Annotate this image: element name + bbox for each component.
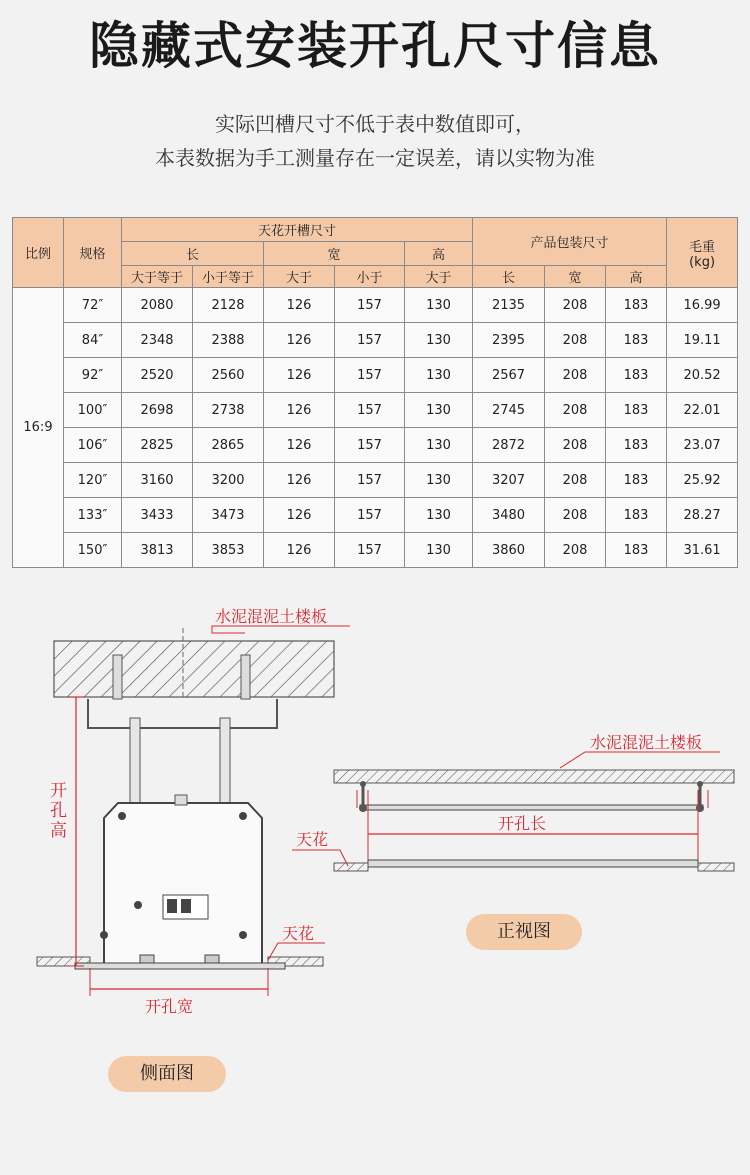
front-ceiling-right xyxy=(698,863,734,871)
cell-pkg-length: 3860 xyxy=(473,533,545,568)
cell-width-min: 126 xyxy=(264,393,335,428)
cell-width-max: 157 xyxy=(335,288,405,323)
installation-diagrams xyxy=(0,590,750,1175)
cell-height: 130 xyxy=(405,428,473,463)
cell-width-max: 157 xyxy=(335,498,405,533)
hole-width-label: 开孔宽 xyxy=(145,997,194,1016)
hole-length-label: 开孔长 xyxy=(498,814,547,833)
cell-pkg-height: 183 xyxy=(606,393,667,428)
cell-pkg-height: 183 xyxy=(606,323,667,358)
cell-pkg-height: 183 xyxy=(606,498,667,533)
cell-length-min: 2698 xyxy=(122,393,193,428)
header-gt-height: 大于 xyxy=(405,266,473,288)
header-weight xyxy=(667,218,738,288)
cell-model: 120″ xyxy=(64,463,122,498)
front-housing xyxy=(368,860,698,867)
cell-pkg-width: 208 xyxy=(545,533,606,568)
table-row xyxy=(13,463,738,498)
hole-height-label-2: 孔 xyxy=(50,801,67,821)
threaded-rod xyxy=(220,718,230,803)
cell-width-max: 157 xyxy=(335,323,405,358)
header-height: 高 xyxy=(405,242,473,266)
cell-model: 92″ xyxy=(64,358,122,393)
cell-model: 106″ xyxy=(64,428,122,463)
cell-width-min: 126 xyxy=(264,428,335,463)
cell-weight: 16.99 xyxy=(667,288,738,323)
side-slab-label: 水泥混泥土楼板 xyxy=(215,607,328,626)
front-view-caption: 正视图 xyxy=(466,914,582,950)
table-row xyxy=(13,323,738,358)
cell-model: 100″ xyxy=(64,393,122,428)
cell-weight: 20.52 xyxy=(667,358,738,393)
table-row xyxy=(13,288,738,323)
front-view xyxy=(292,733,734,871)
table-row xyxy=(13,393,738,428)
cell-width-min: 126 xyxy=(264,463,335,498)
cell-weight: 28.27 xyxy=(667,498,738,533)
table-row xyxy=(13,358,738,393)
header-gt: 大于 xyxy=(264,266,335,288)
front-slab xyxy=(334,770,734,783)
cell-length-max: 2560 xyxy=(193,358,264,393)
cell-width-max: 157 xyxy=(335,533,405,568)
cell-width-min: 126 xyxy=(264,323,335,358)
cell-pkg-length: 2395 xyxy=(473,323,545,358)
cell-weight: 19.11 xyxy=(667,323,738,358)
hole-height-label-1: 开 xyxy=(50,781,67,801)
front-slab-label: 水泥混泥土楼板 xyxy=(590,733,703,752)
cell-pkg-length: 2567 xyxy=(473,358,545,393)
side-flange xyxy=(75,963,285,969)
cell-weight: 25.92 xyxy=(667,463,738,498)
cell-pkg-height: 183 xyxy=(606,288,667,323)
header-ge: 大于等于 xyxy=(122,266,193,288)
cell-model: 133″ xyxy=(64,498,122,533)
header-lt: 小于 xyxy=(335,266,405,288)
cell-length-max: 2738 xyxy=(193,393,264,428)
cell-height: 130 xyxy=(405,498,473,533)
header-length: 长 xyxy=(122,242,264,266)
cell-length-max: 2128 xyxy=(193,288,264,323)
side-slab xyxy=(54,641,334,697)
ratio-cell: 16:9 xyxy=(13,288,64,568)
housing-body xyxy=(104,803,262,965)
cell-length-max: 2865 xyxy=(193,428,264,463)
cell-height: 130 xyxy=(405,358,473,393)
cell-pkg-height: 183 xyxy=(606,358,667,393)
cell-model: 72″ xyxy=(64,288,122,323)
side-ceiling-label: 天花 xyxy=(282,924,315,943)
cell-pkg-width: 208 xyxy=(545,393,606,428)
cell-pkg-length: 3207 xyxy=(473,463,545,498)
weight-unit: (kg) xyxy=(689,254,716,270)
header-le: 小于等于 xyxy=(193,266,264,288)
cell-pkg-width: 208 xyxy=(545,428,606,463)
header-width: 宽 xyxy=(264,242,405,266)
cell-length-max: 2388 xyxy=(193,323,264,358)
header-pkg-length: 长 xyxy=(473,266,545,288)
header-ratio: 比例 xyxy=(13,218,64,288)
header-pkg-width: 宽 xyxy=(545,266,606,288)
cell-pkg-width: 208 xyxy=(545,288,606,323)
weight-label: 毛重 xyxy=(689,239,716,255)
header-pkg-height: 高 xyxy=(606,266,667,288)
hole-height-label-3: 高 xyxy=(50,821,67,841)
cell-length-min: 2080 xyxy=(122,288,193,323)
front-rail xyxy=(360,805,703,810)
header-package: 产品包装尺寸 xyxy=(473,218,667,266)
cell-height: 130 xyxy=(405,288,473,323)
threaded-rod xyxy=(130,718,140,803)
page-title: 隐藏式安装开孔尺寸信息 xyxy=(89,17,661,75)
cell-pkg-length: 2135 xyxy=(473,288,545,323)
side-view xyxy=(37,607,350,1016)
cell-width-min: 126 xyxy=(264,533,335,568)
header-model: 规格 xyxy=(64,218,122,288)
cell-height: 130 xyxy=(405,393,473,428)
cell-weight: 23.07 xyxy=(667,428,738,463)
cell-length-max: 3853 xyxy=(193,533,264,568)
cell-weight: 31.61 xyxy=(667,533,738,568)
cell-pkg-width: 208 xyxy=(545,498,606,533)
front-ceiling-left xyxy=(334,863,368,871)
cell-pkg-height: 183 xyxy=(606,428,667,463)
cell-pkg-width: 208 xyxy=(545,463,606,498)
cell-width-min: 126 xyxy=(264,358,335,393)
note-line-1: 实际凹槽尺寸不低于表中数值即可， xyxy=(215,112,535,136)
table-row xyxy=(13,498,738,533)
cell-length-min: 2520 xyxy=(122,358,193,393)
cell-length-min: 3160 xyxy=(122,463,193,498)
cell-length-min: 2825 xyxy=(122,428,193,463)
header-ceiling-slot: 天花开槽尺寸 xyxy=(122,218,473,242)
cell-pkg-length: 3480 xyxy=(473,498,545,533)
cell-width-max: 157 xyxy=(335,358,405,393)
cell-width-max: 157 xyxy=(335,463,405,498)
cell-pkg-length: 2872 xyxy=(473,428,545,463)
cell-model: 150″ xyxy=(64,533,122,568)
cell-width-min: 126 xyxy=(264,498,335,533)
cell-width-min: 126 xyxy=(264,288,335,323)
cell-height: 130 xyxy=(405,533,473,568)
cell-pkg-length: 2745 xyxy=(473,393,545,428)
cell-height: 130 xyxy=(405,323,473,358)
cell-weight: 22.01 xyxy=(667,393,738,428)
note-line-2: 本表数据为手工测量存在一定误差，请以实物为准 xyxy=(155,146,595,170)
cell-length-min: 3433 xyxy=(122,498,193,533)
cell-pkg-width: 208 xyxy=(545,323,606,358)
table-row xyxy=(13,533,738,568)
cell-length-max: 3200 xyxy=(193,463,264,498)
cell-model: 84″ xyxy=(64,323,122,358)
front-ceiling-label: 天花 xyxy=(296,830,329,849)
side-view-caption: 侧面图 xyxy=(108,1056,226,1092)
cell-height: 130 xyxy=(405,463,473,498)
cell-width-max: 157 xyxy=(335,428,405,463)
cell-pkg-height: 183 xyxy=(606,533,667,568)
side-bracket xyxy=(88,699,277,728)
cell-width-max: 157 xyxy=(335,393,405,428)
cell-pkg-width: 208 xyxy=(545,358,606,393)
cell-length-min: 3813 xyxy=(122,533,193,568)
dimension-table xyxy=(12,217,738,568)
cell-length-min: 2348 xyxy=(122,323,193,358)
cell-length-max: 3473 xyxy=(193,498,264,533)
cell-pkg-height: 183 xyxy=(606,463,667,498)
table-row xyxy=(13,428,738,463)
